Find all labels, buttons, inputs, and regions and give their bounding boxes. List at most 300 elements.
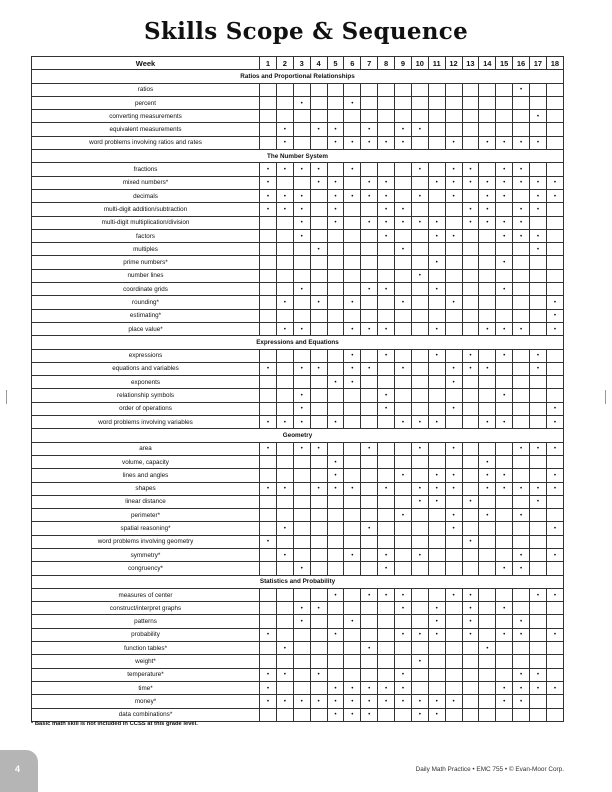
skill-mark-week-8: • bbox=[378, 349, 395, 362]
empty-cell-week-14 bbox=[479, 535, 496, 548]
empty-cell-week-4 bbox=[310, 681, 327, 694]
empty-cell-week-3 bbox=[293, 655, 310, 668]
empty-cell-week-4 bbox=[310, 376, 327, 389]
empty-cell-week-15 bbox=[496, 522, 513, 535]
empty-cell-week-3 bbox=[293, 296, 310, 309]
empty-cell-week-6 bbox=[344, 416, 361, 429]
skill-row bbox=[32, 376, 564, 389]
skill-mark-week-9: • bbox=[395, 628, 412, 641]
skill-row bbox=[32, 509, 564, 522]
skill-label: measures of center bbox=[32, 588, 260, 601]
empty-cell-week-6 bbox=[344, 229, 361, 242]
empty-cell-week-8 bbox=[378, 509, 395, 522]
empty-cell-week-4 bbox=[310, 628, 327, 641]
empty-cell-week-16 bbox=[513, 362, 530, 375]
skill-row bbox=[32, 110, 564, 123]
empty-cell-week-16 bbox=[513, 535, 530, 548]
publisher-credit: Daily Math Practice • EMC 755 • © Evan-Moor Corp. bbox=[415, 766, 564, 773]
empty-cell-week-5 bbox=[327, 96, 344, 109]
empty-cell-week-4 bbox=[310, 256, 327, 269]
empty-cell-week-17 bbox=[530, 322, 547, 335]
empty-cell-week-3 bbox=[293, 349, 310, 362]
empty-cell-week-4 bbox=[310, 416, 327, 429]
skill-mark-week-11: • bbox=[428, 416, 445, 429]
skill-mark-week-11: • bbox=[428, 322, 445, 335]
empty-cell-week-7 bbox=[361, 562, 378, 575]
week-header-8: 8 bbox=[378, 57, 395, 70]
scope-sequence-table bbox=[31, 56, 564, 722]
empty-cell-week-1 bbox=[260, 256, 277, 269]
empty-cell-week-3 bbox=[293, 269, 310, 282]
skill-row bbox=[32, 602, 564, 615]
empty-cell-week-16 bbox=[513, 296, 530, 309]
empty-cell-week-2 bbox=[276, 309, 293, 322]
skill-mark-week-1: • bbox=[260, 681, 277, 694]
empty-cell-week-16 bbox=[513, 269, 530, 282]
empty-cell-week-17 bbox=[530, 548, 547, 561]
skill-mark-week-15: • bbox=[496, 256, 513, 269]
empty-cell-week-6 bbox=[344, 642, 361, 655]
skill-mark-week-12: • bbox=[445, 296, 462, 309]
empty-cell-week-13 bbox=[462, 509, 479, 522]
empty-cell-week-7 bbox=[361, 535, 378, 548]
skill-row bbox=[32, 189, 564, 202]
skill-mark-week-17: • bbox=[530, 243, 547, 256]
week-header-14: 14 bbox=[479, 57, 496, 70]
empty-cell-week-16 bbox=[513, 469, 530, 482]
empty-cell-week-6 bbox=[344, 243, 361, 256]
skill-mark-week-3: • bbox=[293, 229, 310, 242]
empty-cell-week-7 bbox=[361, 110, 378, 123]
section-row bbox=[32, 336, 564, 349]
empty-cell-week-15 bbox=[496, 296, 513, 309]
empty-cell-week-4 bbox=[310, 615, 327, 628]
empty-cell-week-2 bbox=[276, 229, 293, 242]
empty-cell-week-2 bbox=[276, 243, 293, 256]
empty-cell-week-18 bbox=[546, 695, 563, 708]
empty-cell-week-8 bbox=[378, 376, 395, 389]
empty-cell-week-4 bbox=[310, 495, 327, 508]
empty-cell-week-14 bbox=[479, 163, 496, 176]
empty-cell-week-2 bbox=[276, 469, 293, 482]
empty-cell-week-15 bbox=[496, 655, 513, 668]
empty-cell-week-11 bbox=[428, 376, 445, 389]
empty-cell-week-8 bbox=[378, 668, 395, 681]
empty-cell-week-7 bbox=[361, 416, 378, 429]
skill-mark-week-6: • bbox=[344, 615, 361, 628]
section-heading: The Number System bbox=[32, 150, 564, 163]
empty-cell-week-5 bbox=[327, 296, 344, 309]
skill-mark-week-3: • bbox=[293, 442, 310, 455]
empty-cell-week-3 bbox=[293, 136, 310, 149]
skill-label: rounding* bbox=[32, 296, 260, 309]
skill-mark-week-9: • bbox=[395, 216, 412, 229]
skill-mark-week-7: • bbox=[361, 522, 378, 535]
skill-mark-week-12: • bbox=[445, 469, 462, 482]
empty-cell-week-6 bbox=[344, 216, 361, 229]
skill-mark-week-17: • bbox=[530, 495, 547, 508]
skill-mark-week-14: • bbox=[479, 455, 496, 468]
empty-cell-week-11 bbox=[428, 588, 445, 601]
skill-mark-week-10: • bbox=[411, 482, 428, 495]
section-heading: Geometry bbox=[32, 429, 564, 442]
skill-mark-week-9: • bbox=[395, 681, 412, 694]
skill-mark-week-12: • bbox=[445, 176, 462, 189]
skill-mark-week-7: • bbox=[361, 216, 378, 229]
skill-mark-week-12: • bbox=[445, 189, 462, 202]
skill-mark-week-2: • bbox=[276, 189, 293, 202]
empty-cell-week-8 bbox=[378, 296, 395, 309]
empty-cell-week-10 bbox=[411, 535, 428, 548]
skill-mark-week-18: • bbox=[546, 296, 563, 309]
empty-cell-week-14 bbox=[479, 615, 496, 628]
empty-cell-week-6 bbox=[344, 83, 361, 96]
empty-cell-week-12 bbox=[445, 309, 462, 322]
skill-mark-week-6: • bbox=[344, 136, 361, 149]
skill-mark-week-2: • bbox=[276, 668, 293, 681]
empty-cell-week-5 bbox=[327, 509, 344, 522]
empty-cell-week-6 bbox=[344, 469, 361, 482]
skill-mark-week-17: • bbox=[530, 681, 547, 694]
empty-cell-week-8 bbox=[378, 83, 395, 96]
empty-cell-week-3 bbox=[293, 708, 310, 721]
week-header-label: Week bbox=[32, 57, 260, 70]
skill-mark-week-6: • bbox=[344, 96, 361, 109]
empty-cell-week-7 bbox=[361, 296, 378, 309]
skill-label: multi-digit multiplication/division bbox=[32, 216, 260, 229]
empty-cell-week-2 bbox=[276, 269, 293, 282]
skill-mark-week-3: • bbox=[293, 389, 310, 402]
empty-cell-week-13 bbox=[462, 469, 479, 482]
empty-cell-week-9 bbox=[395, 110, 412, 123]
empty-cell-week-13 bbox=[462, 322, 479, 335]
skill-mark-week-15: • bbox=[496, 389, 513, 402]
empty-cell-week-6 bbox=[344, 269, 361, 282]
empty-cell-week-2 bbox=[276, 110, 293, 123]
skill-row bbox=[32, 136, 564, 149]
empty-cell-week-18 bbox=[546, 229, 563, 242]
skill-mark-week-6: • bbox=[344, 322, 361, 335]
skill-mark-week-18: • bbox=[546, 548, 563, 561]
empty-cell-week-6 bbox=[344, 455, 361, 468]
empty-cell-week-4 bbox=[310, 588, 327, 601]
empty-cell-week-1 bbox=[260, 402, 277, 415]
empty-cell-week-14 bbox=[479, 695, 496, 708]
empty-cell-week-10 bbox=[411, 349, 428, 362]
empty-cell-week-9 bbox=[395, 548, 412, 561]
empty-cell-week-3 bbox=[293, 548, 310, 561]
skill-mark-week-6: • bbox=[344, 163, 361, 176]
skill-mark-week-2: • bbox=[276, 322, 293, 335]
skill-mark-week-13: • bbox=[462, 362, 479, 375]
skill-mark-week-7: • bbox=[361, 442, 378, 455]
empty-cell-week-8 bbox=[378, 243, 395, 256]
empty-cell-week-12 bbox=[445, 203, 462, 216]
skill-mark-week-17: • bbox=[530, 442, 547, 455]
skill-mark-week-8: • bbox=[378, 681, 395, 694]
skill-mark-week-2: • bbox=[276, 136, 293, 149]
empty-cell-week-17 bbox=[530, 455, 547, 468]
empty-cell-week-1 bbox=[260, 509, 277, 522]
skill-row bbox=[32, 615, 564, 628]
empty-cell-week-9 bbox=[395, 389, 412, 402]
skill-mark-week-8: • bbox=[378, 203, 395, 216]
skill-mark-week-3: • bbox=[293, 695, 310, 708]
empty-cell-week-5 bbox=[327, 349, 344, 362]
empty-cell-week-5 bbox=[327, 163, 344, 176]
empty-cell-week-1 bbox=[260, 229, 277, 242]
empty-cell-week-17 bbox=[530, 96, 547, 109]
week-header-3: 3 bbox=[293, 57, 310, 70]
empty-cell-week-16 bbox=[513, 455, 530, 468]
empty-cell-week-17 bbox=[530, 309, 547, 322]
crop-mark-left bbox=[6, 390, 7, 404]
empty-cell-week-1 bbox=[260, 495, 277, 508]
empty-cell-week-16 bbox=[513, 376, 530, 389]
skill-row bbox=[32, 283, 564, 296]
empty-cell-week-11 bbox=[428, 83, 445, 96]
empty-cell-week-6 bbox=[344, 522, 361, 535]
skill-mark-week-17: • bbox=[530, 588, 547, 601]
empty-cell-week-7 bbox=[361, 83, 378, 96]
empty-cell-week-16 bbox=[513, 189, 530, 202]
empty-cell-week-7 bbox=[361, 269, 378, 282]
empty-cell-week-14 bbox=[479, 668, 496, 681]
skill-label: coordinate grids bbox=[32, 283, 260, 296]
empty-cell-week-5 bbox=[327, 548, 344, 561]
empty-cell-week-11 bbox=[428, 548, 445, 561]
empty-cell-week-11 bbox=[428, 243, 445, 256]
empty-cell-week-3 bbox=[293, 469, 310, 482]
skill-mark-week-11: • bbox=[428, 256, 445, 269]
skill-row bbox=[32, 163, 564, 176]
empty-cell-week-2 bbox=[276, 602, 293, 615]
empty-cell-week-14 bbox=[479, 389, 496, 402]
skill-mark-week-12: • bbox=[445, 362, 462, 375]
skill-label: spatial reasoning* bbox=[32, 522, 260, 535]
skill-mark-week-2: • bbox=[276, 123, 293, 136]
empty-cell-week-10 bbox=[411, 509, 428, 522]
empty-cell-week-12 bbox=[445, 668, 462, 681]
skill-mark-week-1: • bbox=[260, 535, 277, 548]
empty-cell-week-10 bbox=[411, 283, 428, 296]
empty-cell-week-4 bbox=[310, 522, 327, 535]
empty-cell-week-4 bbox=[310, 96, 327, 109]
empty-cell-week-12 bbox=[445, 123, 462, 136]
empty-cell-week-12 bbox=[445, 110, 462, 123]
skill-label: patterns bbox=[32, 615, 260, 628]
empty-cell-week-16 bbox=[513, 522, 530, 535]
skill-mark-week-16: • bbox=[513, 229, 530, 242]
empty-cell-week-8 bbox=[378, 655, 395, 668]
empty-cell-week-13 bbox=[462, 668, 479, 681]
skill-mark-week-14: • bbox=[479, 642, 496, 655]
empty-cell-week-14 bbox=[479, 256, 496, 269]
skill-mark-week-15: • bbox=[496, 229, 513, 242]
empty-cell-week-15 bbox=[496, 509, 513, 522]
skill-label: relationship symbols bbox=[32, 389, 260, 402]
skill-mark-week-8: • bbox=[378, 548, 395, 561]
empty-cell-week-8 bbox=[378, 110, 395, 123]
skill-mark-week-18: • bbox=[546, 628, 563, 641]
empty-cell-week-13 bbox=[462, 283, 479, 296]
empty-cell-week-9 bbox=[395, 615, 412, 628]
skill-label: expressions bbox=[32, 349, 260, 362]
empty-cell-week-10 bbox=[411, 203, 428, 216]
week-header-11: 11 bbox=[428, 57, 445, 70]
section-row bbox=[32, 70, 564, 83]
crop-mark-right bbox=[605, 390, 606, 404]
empty-cell-week-1 bbox=[260, 708, 277, 721]
empty-cell-week-9 bbox=[395, 176, 412, 189]
empty-cell-week-15 bbox=[496, 83, 513, 96]
skill-label: perimeter* bbox=[32, 509, 260, 522]
skill-mark-week-10: • bbox=[411, 708, 428, 721]
skills-table-body bbox=[32, 70, 564, 722]
skill-mark-week-13: • bbox=[462, 495, 479, 508]
skill-row bbox=[32, 522, 564, 535]
skill-mark-week-15: • bbox=[496, 283, 513, 296]
empty-cell-week-15 bbox=[496, 455, 513, 468]
empty-cell-week-2 bbox=[276, 628, 293, 641]
skill-mark-week-3: • bbox=[293, 602, 310, 615]
empty-cell-week-8 bbox=[378, 309, 395, 322]
empty-cell-week-10 bbox=[411, 110, 428, 123]
empty-cell-week-11 bbox=[428, 402, 445, 415]
skill-mark-week-14: • bbox=[479, 362, 496, 375]
empty-cell-week-5 bbox=[327, 442, 344, 455]
empty-cell-week-12 bbox=[445, 615, 462, 628]
empty-cell-week-17 bbox=[530, 615, 547, 628]
empty-cell-week-5 bbox=[327, 269, 344, 282]
skill-label: equations and variables bbox=[32, 362, 260, 375]
empty-cell-week-14 bbox=[479, 522, 496, 535]
empty-cell-week-16 bbox=[513, 309, 530, 322]
empty-cell-week-3 bbox=[293, 495, 310, 508]
empty-cell-week-3 bbox=[293, 176, 310, 189]
skill-mark-week-11: • bbox=[428, 216, 445, 229]
empty-cell-week-9 bbox=[395, 163, 412, 176]
skill-mark-week-7: • bbox=[361, 642, 378, 655]
skill-mark-week-15: • bbox=[496, 416, 513, 429]
skill-label: exponents bbox=[32, 376, 260, 389]
empty-cell-week-9 bbox=[395, 376, 412, 389]
skill-mark-week-2: • bbox=[276, 522, 293, 535]
empty-cell-week-9 bbox=[395, 256, 412, 269]
empty-cell-week-13 bbox=[462, 416, 479, 429]
empty-cell-week-10 bbox=[411, 96, 428, 109]
empty-cell-week-18 bbox=[546, 110, 563, 123]
skill-mark-week-9: • bbox=[395, 588, 412, 601]
empty-cell-week-13 bbox=[462, 402, 479, 415]
empty-cell-week-7 bbox=[361, 602, 378, 615]
skill-mark-week-9: • bbox=[395, 509, 412, 522]
skill-mark-week-10: • bbox=[411, 189, 428, 202]
empty-cell-week-10 bbox=[411, 642, 428, 655]
empty-cell-week-6 bbox=[344, 123, 361, 136]
skill-mark-week-18: • bbox=[546, 522, 563, 535]
empty-cell-week-12 bbox=[445, 283, 462, 296]
empty-cell-week-18 bbox=[546, 535, 563, 548]
week-header-16: 16 bbox=[513, 57, 530, 70]
empty-cell-week-12 bbox=[445, 495, 462, 508]
empty-cell-week-5 bbox=[327, 655, 344, 668]
skill-mark-week-2: • bbox=[276, 203, 293, 216]
skill-mark-week-15: • bbox=[496, 628, 513, 641]
empty-cell-week-11 bbox=[428, 269, 445, 282]
empty-cell-week-17 bbox=[530, 522, 547, 535]
skill-mark-week-15: • bbox=[496, 695, 513, 708]
empty-cell-week-6 bbox=[344, 309, 361, 322]
empty-cell-week-16 bbox=[513, 642, 530, 655]
empty-cell-week-11 bbox=[428, 309, 445, 322]
empty-cell-week-18 bbox=[546, 243, 563, 256]
skill-mark-week-4: • bbox=[310, 296, 327, 309]
empty-cell-week-3 bbox=[293, 628, 310, 641]
skill-mark-week-9: • bbox=[395, 203, 412, 216]
skill-mark-week-9: • bbox=[395, 136, 412, 149]
skill-mark-week-3: • bbox=[293, 362, 310, 375]
skill-mark-week-14: • bbox=[479, 416, 496, 429]
empty-cell-week-18 bbox=[546, 163, 563, 176]
empty-cell-week-8 bbox=[378, 96, 395, 109]
empty-cell-week-18 bbox=[546, 615, 563, 628]
empty-cell-week-6 bbox=[344, 389, 361, 402]
skill-mark-week-4: • bbox=[310, 482, 327, 495]
skill-mark-week-6: • bbox=[344, 482, 361, 495]
empty-cell-week-18 bbox=[546, 655, 563, 668]
skill-row bbox=[32, 203, 564, 216]
empty-cell-week-18 bbox=[546, 96, 563, 109]
skill-row bbox=[32, 83, 564, 96]
empty-cell-week-18 bbox=[546, 708, 563, 721]
empty-cell-week-9 bbox=[395, 283, 412, 296]
skill-mark-week-7: • bbox=[361, 588, 378, 601]
empty-cell-week-14 bbox=[479, 681, 496, 694]
empty-cell-week-1 bbox=[260, 349, 277, 362]
skill-mark-week-5: • bbox=[327, 588, 344, 601]
empty-cell-week-3 bbox=[293, 535, 310, 548]
skill-label: equivalent measurements bbox=[32, 123, 260, 136]
skill-row bbox=[32, 96, 564, 109]
skill-mark-week-2: • bbox=[276, 482, 293, 495]
skill-mark-week-18: • bbox=[546, 309, 563, 322]
skill-mark-week-8: • bbox=[378, 695, 395, 708]
week-header-7: 7 bbox=[361, 57, 378, 70]
skill-row bbox=[32, 681, 564, 694]
skill-label: weight* bbox=[32, 655, 260, 668]
skill-mark-week-9: • bbox=[395, 123, 412, 136]
empty-cell-week-12 bbox=[445, 681, 462, 694]
skill-mark-week-16: • bbox=[513, 203, 530, 216]
skill-mark-week-12: • bbox=[445, 482, 462, 495]
empty-cell-week-15 bbox=[496, 203, 513, 216]
skill-mark-week-5: • bbox=[327, 708, 344, 721]
skill-mark-week-16: • bbox=[513, 442, 530, 455]
skill-row bbox=[32, 216, 564, 229]
empty-cell-week-2 bbox=[276, 535, 293, 548]
skill-mark-week-17: • bbox=[530, 362, 547, 375]
empty-cell-week-2 bbox=[276, 455, 293, 468]
skill-mark-week-18: • bbox=[546, 588, 563, 601]
empty-cell-week-5 bbox=[327, 322, 344, 335]
empty-cell-week-12 bbox=[445, 655, 462, 668]
empty-cell-week-10 bbox=[411, 602, 428, 615]
skill-mark-week-18: • bbox=[546, 469, 563, 482]
skill-row bbox=[32, 296, 564, 309]
empty-cell-week-15 bbox=[496, 535, 513, 548]
skill-mark-week-16: • bbox=[513, 482, 530, 495]
